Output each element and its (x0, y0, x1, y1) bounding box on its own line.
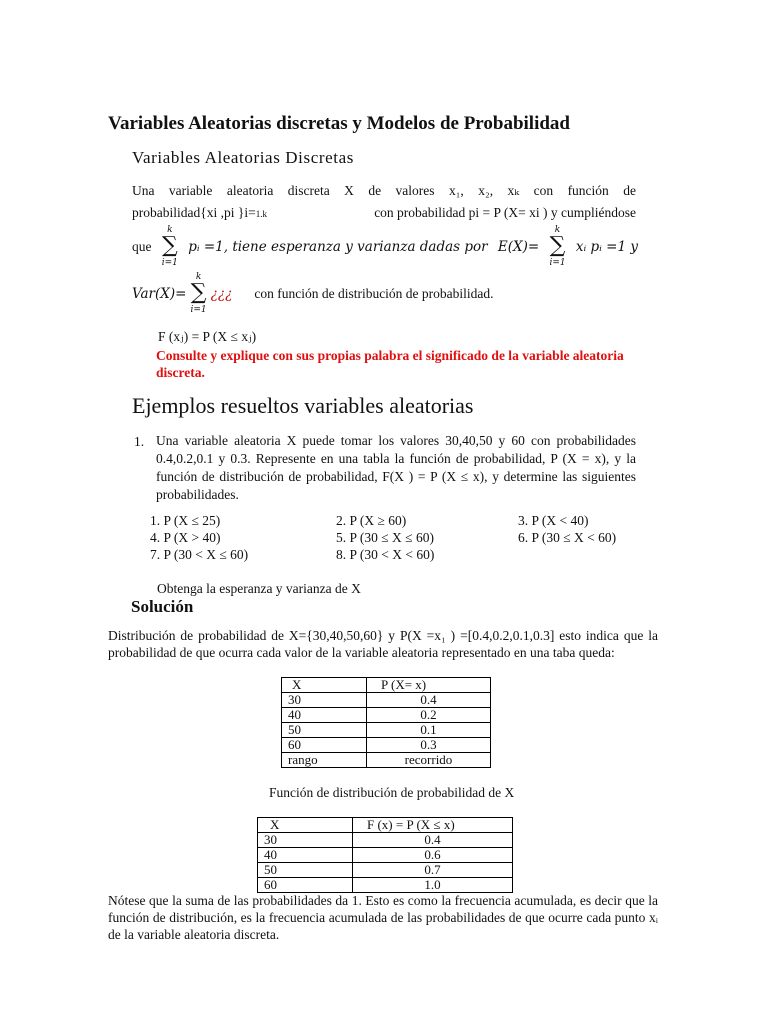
table-row: 50 0.1 (282, 723, 491, 738)
table-row: 60 0.3 (282, 738, 491, 753)
solution-heading: Solución (131, 597, 194, 616)
intro-line-4-end: con función de distribución de probabilidad. (254, 286, 494, 301)
cdf-formula: F (xⱼ) = P (X ≤ xⱼ) (158, 329, 257, 344)
prob-1: 1. P (X ≤ 25) (150, 513, 221, 528)
solution-text: Distribución de probabilidad de X={30,40,50,60} y P(X =x₁ ) =[0.4,0.2,0.1,0.3] esto indica que la probabilidad de que ocurra cada valor de la variable aleatoria representado en una taba queda: (108, 628, 658, 660)
probability-table (281, 677, 491, 768)
intro-line-2c: con probabilidad pi = P (X= xi ) y cumpliéndose (374, 205, 636, 220)
prob-7: 7. P (30 < X ≤ 60) (150, 547, 249, 562)
intro-line-4 (132, 273, 494, 315)
summation-1: k ∑ i=1 (161, 225, 178, 268)
table-row: 40 0.6 (258, 848, 513, 863)
table-row: 30 0.4 (282, 693, 491, 708)
table2-caption: Función de distribución de probabilidad de X (269, 785, 515, 800)
table-header-cell: F (x) = P (X ≤ x) (353, 818, 513, 833)
prob-5: 5. P (30 ≤ X ≤ 60) (336, 530, 434, 545)
table-header-cell: X (258, 818, 353, 833)
variance-glyphs: ¿¿¿ (210, 286, 233, 302)
table-header-cell: X (282, 678, 367, 693)
expectation-label: E(X)= (497, 239, 540, 255)
red-note: Consulte y explique con sus propias palabra el significado de la variable aleatoria discreta. (156, 348, 624, 380)
prob-3: 3. P (X < 40) (518, 513, 589, 528)
table-header-row (282, 678, 491, 693)
closing-text: Nótese que la suma de las probabilidades da 1. Esto es como la frecuencia acumulada, es decir que la función de distribución, es la frecuencia acumulada de las probabilidades de que ocurre cada punto xᵢ de la variable aleatoria discreta. (108, 893, 658, 942)
section-subtitle: Variables Aleatorias Discretas (132, 148, 354, 167)
intro-line-1: Una variable aleatoria discreta X de valores x₁, x₂, xₖ con función de (132, 183, 636, 198)
obtain-text: Obtenga la esperanza y varianza de X (157, 581, 361, 596)
examples-heading: Ejemplos resueltos variables aleatorias (132, 393, 474, 418)
table-header-row (258, 818, 513, 833)
summation-3: k ∑ i=1 (190, 272, 207, 315)
table-row: 40 0.2 (282, 708, 491, 723)
prob-4: 4. P (X > 40) (150, 530, 221, 545)
distribution-table (257, 817, 513, 893)
intro-line-3-end: xᵢ pᵢ =1 y (575, 239, 638, 255)
intro-line-2b: 1.k (255, 209, 267, 219)
intro-line-2a: probabilidad{xi ,pi }i= (132, 205, 256, 220)
intro-que: que (132, 239, 152, 254)
intro-line-2 (132, 202, 636, 225)
page-title: Variables Aleatorias discretas y Modelos de Probabilidad (108, 113, 571, 134)
table-row: 50 0.7 (258, 863, 513, 878)
intro-line-3-mid: pᵢ =1, tiene esperanza y varianza dadas por (188, 239, 488, 255)
prob-6: 6. P (30 ≤ X < 60) (518, 530, 617, 545)
summation-2: k ∑ i=1 (549, 225, 566, 268)
intro-line-3 (132, 226, 638, 268)
table-header-cell: P (X= x) (367, 678, 491, 693)
table-row: 30 0.4 (258, 833, 513, 848)
prob-8: 8. P (30 < X < 60) (336, 547, 435, 562)
problem-number: 1. (134, 434, 145, 449)
table-row: rango recorrido (282, 753, 491, 768)
prob-2: 2. P (X ≥ 60) (336, 513, 407, 528)
table-row: 60 1.0 (258, 878, 513, 893)
variance-label: Var(X)= (132, 286, 187, 302)
problem-text: Una variable aleatoria X puede tomar los valores 30,40,50 y 60 con probabilidades 0.4,0.2,0.1 y 0.3. Represente en una tabla la función de probabilidad, P (X = x), y la función de distribución de probabilidad, F(X ) = P (X ≤ x), y determine las siguientes probabilidades. (156, 433, 636, 502)
